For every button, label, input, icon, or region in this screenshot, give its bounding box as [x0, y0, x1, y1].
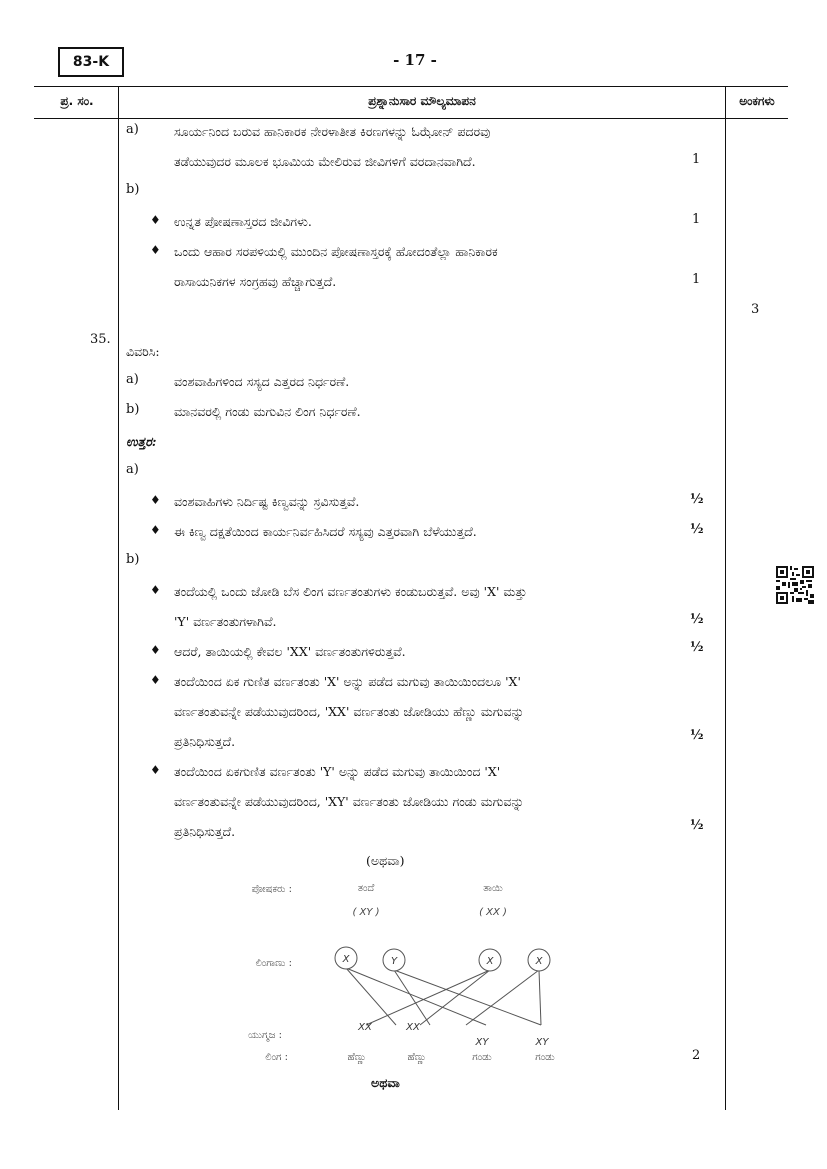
- father-genotype: ( XY ): [352, 907, 380, 918]
- q35-b1-line1: ತಂದೆಯಲ್ಲಿ ಒಂದು ಜೋಡಿ ಬೆಸ ಲಿಂಗ ವರ್ಣತಂತುಗಳು ಕಂಡುಬರುತ್ತವೆ. ಅವು 'X' ಮತ್ತು: [174, 584, 527, 599]
- bullet-icon: ♦: [150, 583, 161, 597]
- bullet-icon: ♦: [150, 523, 161, 537]
- sex-3: ಗಂಡು: [472, 1052, 492, 1063]
- q35-b2: ಆದರೆ, ತಾಯಿಯಲ್ಲಿ ಕೇವಲ 'XX' ವರ್ಣತಂತುಗಳಿರುತ್ತವೆ.: [174, 644, 406, 659]
- q35-b3-mark: ½: [690, 728, 704, 743]
- gamete-2: Y: [390, 956, 398, 967]
- table-top-border: [34, 86, 788, 87]
- q34-b2-line1: ಒಂದು ಆಹಾರ ಸರಪಳಿಯಲ್ಲಿ ಮುಂದಿನ ಪೋಷಣಾಸ್ತರಕ್ಕೆ ಹೋದಂತೆಲ್ಲಾ ಹಾನಿಕಾರಕ: [174, 244, 498, 259]
- qr-code-icon: [776, 566, 814, 604]
- q35-a1-mark: ½: [690, 492, 704, 507]
- q34-a-mark: 1: [692, 152, 701, 167]
- gametes-label: ಲಿಂಗಾಣು :: [255, 958, 292, 969]
- sex-label: ಲಿಂಗ :: [265, 1052, 288, 1063]
- q35-qb-label: b): [126, 402, 140, 417]
- father-label: ತಂದೆ: [357, 883, 375, 894]
- sex-2: ಹೆಣ್ಣು: [407, 1052, 427, 1063]
- page-number: - 17 -: [393, 51, 437, 69]
- q34-a-label: a): [126, 122, 139, 137]
- q34-b2-line2: ರಾಸಾಯನಿಕಗಳ ಸಂಗ್ರಹವು ಹೆಚ್ಚಾಗುತ್ತದೆ.: [174, 274, 337, 289]
- sex-4: ಗಂಡು: [535, 1052, 555, 1063]
- q35-b3-line2: ವರ್ಣತಂತುವನ್ನೇ ಪಡೆಯುವುದರಿಂದ, 'XX' ವರ್ಣತಂತು ಜೋಡಿಯು ಹೆಣ್ಣು ಮಗುವನ್ನು: [174, 704, 525, 719]
- q35-a1: ವಂಶವಾಹಿಗಳು ನಿರ್ದಿಷ್ಟ ಕಿಣ್ವವನ್ನು ಸ್ರವಿಸುತ್ತವೆ.: [174, 494, 360, 509]
- bullet-icon: ♦: [150, 213, 161, 227]
- sex-1: ಹೆಣ್ಣು: [347, 1052, 367, 1063]
- q35-qa: ವಂಶವಾಹಿಗಳಿಂದ ಸಸ್ಯದ ಎತ್ತರದ ನಿರ್ಧರಣೆ.: [174, 374, 350, 389]
- q35-ans-a-label: a): [126, 462, 139, 477]
- q35-b2-mark: ½: [690, 640, 704, 655]
- zygote-2: XX: [406, 1022, 420, 1033]
- q35-a2-mark: ½: [690, 522, 704, 537]
- zygote-4: XY: [535, 1037, 549, 1048]
- q34-a-line2: ತಡೆಯುವುದರ ಮೂಲಕ ಭೂಮಿಯ ಮೇಲಿರುವ ಜೀವಿಗಳಿಗೆ ವರದಾನವಾಗಿದೆ.: [174, 154, 476, 169]
- zygote-1: XX: [358, 1022, 372, 1033]
- q35-intro: ವಿವರಿಸಿ:: [126, 344, 160, 359]
- cross-lines: [346, 968, 541, 1025]
- mother-label: ತಾಯಿ: [483, 883, 503, 894]
- parents-label: ಪೋಷಕರು :: [251, 884, 292, 895]
- q35-b4-line3: ಪ್ರತಿನಿಧಿಸುತ್ತದೆ.: [174, 824, 236, 839]
- header-question-number: ಪ್ರ. ಸಂ.: [60, 94, 94, 108]
- q34-a-line1: [174, 124, 662, 140]
- bullet-icon: ♦: [150, 643, 161, 657]
- q34-total-mark: 3: [751, 302, 760, 317]
- gamete-1: X: [342, 954, 350, 965]
- gamete-3: X: [486, 956, 494, 967]
- q35-b3-line3: ಪ್ರತಿನಿಧಿಸುತ್ತದೆ.: [174, 734, 236, 749]
- column-divider-1: [118, 86, 119, 1110]
- bullet-icon: ♦: [150, 763, 161, 777]
- sex-determination-diagram: [220, 875, 580, 1070]
- q35-answer-label: ಉತ್ತರ:: [126, 434, 157, 449]
- mother-genotype: ( XX ): [479, 907, 507, 918]
- or-label-1: (ಅಥವಾ): [366, 853, 405, 868]
- q35-b4-mark: ½: [690, 818, 704, 833]
- q35-qb: ಮಾನವರಲ್ಲಿ ಗಂಡು ಮಗುವಿನ ಲಿಂಗ ನಿರ್ಧರಣೆ.: [174, 404, 361, 419]
- bullet-icon: ♦: [150, 673, 161, 687]
- q35-b1-mark: ½: [690, 612, 704, 627]
- q35-b4-line1: ತಂದೆಯಿಂದ ಏಕಗುಣಿತ ವರ್ಣತಂತು 'Y' ಅನ್ನು ಪಡೆದ ಮಗುವು ತಾಯಿಯಿಂದ 'X': [174, 764, 501, 779]
- q35-b1-line2: 'Y' ವರ್ಣತಂತುಗಳಾಗಿವೆ.: [174, 614, 277, 629]
- header-evaluation: ಪ್ರಶ್ನಾನುಸಾರ ಮೌಲ್ಯಮಾಪನ: [368, 94, 476, 108]
- q35-b3-line1: ತಂದೆಯಿಂದ ಏಕ ಗುಣಿತ ವರ್ಣತಂತು 'X' ಅನ್ನು ಪಡೆದ ಮಗುವು ತಾಯಿಯಿಂದಲೂ 'X': [174, 674, 521, 689]
- q34-a-line1-text: ಸೂರ್ಯನಿಂದ ಬರುವ ಹಾನಿಕಾರಕ ನೇರಳಾತೀತ ಕಿರಣಗಳನ್ನು ಓಝೋನ್ ಪದರವು: [174, 124, 491, 139]
- q35-a2: ಈ ಕಿಣ್ವ ದಕ್ಷತೆಯಿಂದ ಕಾರ್ಯನಿರ್ವಹಿಸಿದರೆ ಸಸ್ಯವು ಎತ್ತರವಾಗಿ ಬೆಳೆಯುತ್ತದೆ.: [174, 524, 477, 539]
- q34-b1: ಉನ್ನತ ಪೋಷಣಾಸ್ತರದ ಜೀವಿಗಳು.: [174, 214, 312, 229]
- q35-b4-line2: ವರ್ಣತಂತುವನ್ನೇ ಪಡೆಯುವುದರಿಂದ, 'XY' ವರ್ಣತಂತು ಜೋಡಿಯು ಗಂಡು ಮಗುವನ್ನು: [174, 794, 524, 809]
- table-header-border: [34, 118, 788, 119]
- zygote-label: ಯುಗ್ಮಜ :: [248, 1030, 282, 1041]
- header-marks: ಅಂಕಗಳು: [739, 94, 775, 108]
- q35-number: 35.: [90, 332, 111, 347]
- or-label-2: ಅಥವಾ: [371, 1075, 400, 1090]
- column-divider-2: [725, 86, 726, 1110]
- gamete-4: X: [535, 956, 543, 967]
- q34-b2-mark: 1: [692, 272, 701, 287]
- q34-b-label: b): [126, 182, 140, 197]
- diagram-mark: 2: [692, 1048, 701, 1063]
- subject-code-box: 83-K: [58, 47, 124, 77]
- q35-ans-b-label: b): [126, 552, 140, 567]
- q34-b1-mark: 1: [692, 212, 701, 227]
- bullet-icon: ♦: [150, 243, 161, 257]
- q35-qa-label: a): [126, 372, 139, 387]
- bullet-icon: ♦: [150, 493, 161, 507]
- zygote-3: XY: [475, 1037, 489, 1048]
